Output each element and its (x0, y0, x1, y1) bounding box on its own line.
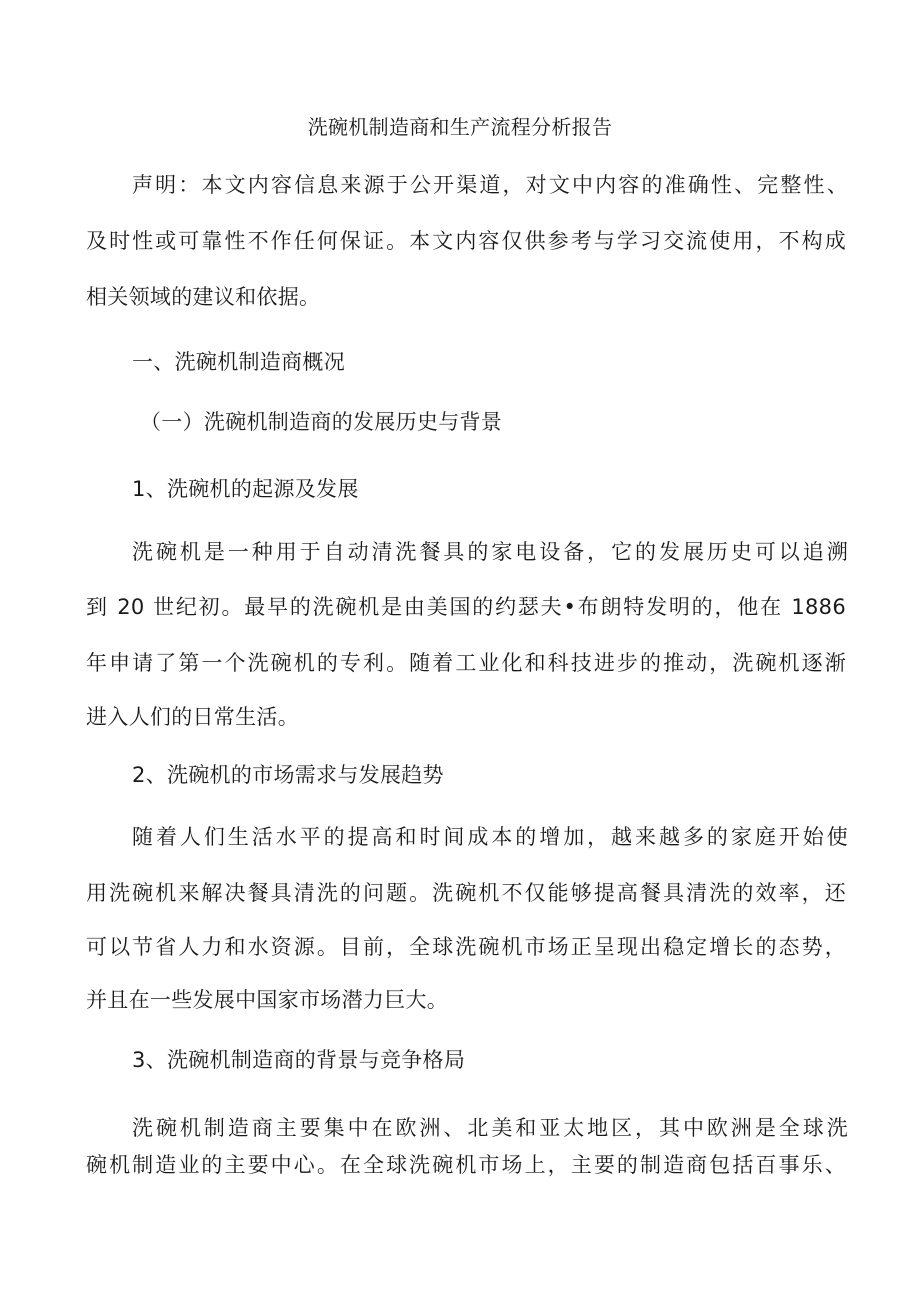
subsection-heading-1: （一）洗碗机制造商的发展历史与背景 (140, 410, 503, 434)
paragraph-line: 进入人们的日常生活。 (86, 705, 299, 729)
paragraph-line: 用洗碗机来解决餐具清洗的问题。洗碗机不仅能够提高餐具清洗的效率，还 (86, 881, 846, 905)
item-heading-3: 3、洗碗机制造商的背景与竞争格局 (132, 1048, 466, 1072)
disclaimer-line-2: 及时性或可靠性不作任何保证。本文内容仅供参考与学习交流使用，不构成 (86, 229, 846, 253)
section-heading-1: 一、洗碗机制造商概况 (132, 350, 345, 374)
paragraph-line: 可以节省人力和水资源。目前，全球洗碗机市场正呈现出稳定增长的态势， (86, 935, 846, 959)
paragraph-line: 洗碗机制造商主要集中在欧洲、北美和亚太地区，其中欧洲是全球洗 (132, 1116, 848, 1140)
paragraph-line: 并且在一些发展中国家市场潜力巨大。 (86, 988, 449, 1012)
paragraph-line: 年申请了第一个洗碗机的专利。随着工业化和科技进步的推动，洗碗机逐渐 (86, 651, 846, 675)
item-heading-1: 1、洗碗机的起源及发展 (132, 477, 359, 501)
paragraph-line: 碗机制造业的主要中心。在全球洗碗机市场上，主要的制造商包括百事乐、 (86, 1153, 846, 1177)
disclaimer-line-3: 相关领域的建议和依据。 (86, 285, 321, 309)
paragraph-line: 到 20 世纪初。最早的洗碗机是由美国的约瑟夫•布朗特发明的，他在 1886 (86, 595, 846, 619)
disclaimer-line-1: 声明：本文内容信息来源于公开渠道，对文中内容的准确性、完整性、 (132, 173, 848, 197)
document-title: 洗碗机制造商和生产流程分析报告 (307, 115, 613, 139)
paragraph-line: 洗碗机是一种用于自动清洗餐具的家电设备，它的发展历史可以追溯 (132, 540, 848, 564)
paragraph-line: 随着人们生活水平的提高和时间成本的增加，越来越多的家庭开始使 (132, 825, 848, 849)
item-heading-2: 2、洗碗机的市场需求与发展趋势 (132, 763, 444, 787)
